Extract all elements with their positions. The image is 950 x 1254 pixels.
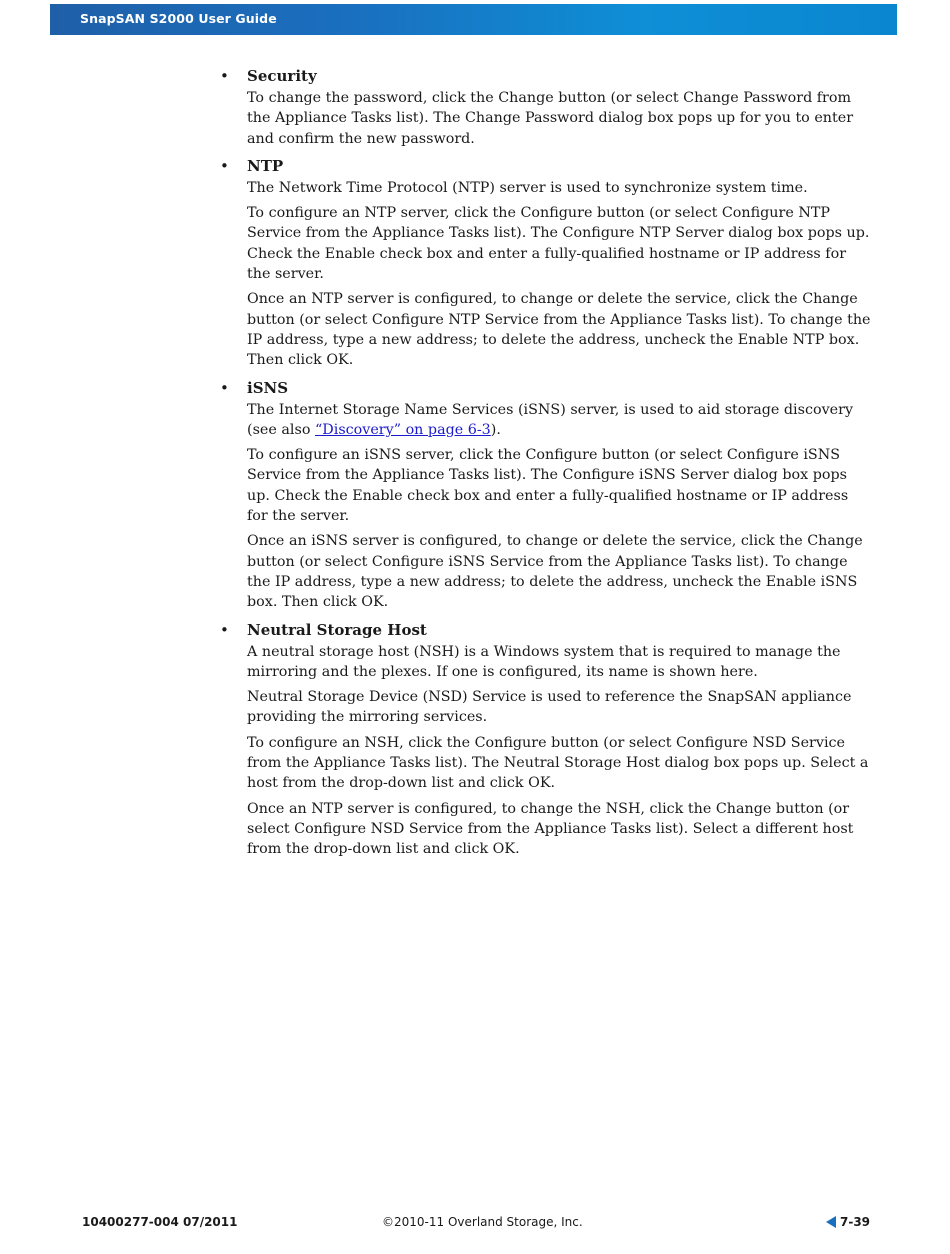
section-title: NTP (247, 156, 284, 175)
paragraph-text: ). (490, 421, 501, 438)
paragraph: Once an NTP server is configured, to change or delete the service, click the Change button (or select Configure NTP Service from the Appliance Tasks list). To change the IP address, type a new address; to delete the address, uncheck the Enable NTP box. Then click OK. (247, 291, 871, 369)
paragraph: Once an NTP server is configured, to change the NSH, click the Change button (or select Configure NSD Service from the Appliance Tasks list). Select a different host from the drop-down list and click OK. (247, 800, 854, 858)
section-title: Neutral Storage Host (247, 620, 427, 639)
paragraph: A neutral storage host (NSH) is a Windows system that is required to manage the mirroring and the plexes. If one is configured, its name is shown here. (247, 643, 841, 680)
header-band (50, 4, 897, 35)
bullet-icon: • (220, 620, 229, 639)
paragraph: To configure an NTP server, click the Configure button (or select Configure NTP Service from the Appliance Tasks list). The Configure NTP Server dialog box pops up. Check the Enable check box and enter a fully-qualified hostname or IP address for the server. (247, 205, 870, 283)
paragraph: To change the password, click the Change button (or select Change Password from the Appliance Tasks list). The Change Password dialog box pops up for you to enter and confirm the new password. (247, 90, 854, 147)
paragraph: To configure an iSNS server, click the Configure button (or select Configure iSNS Service from the Appliance Tasks list). The Configure iSNS Server dialog box pops up. Check the Enable check box and enter a fully-qualified hostname or IP address for the server. (247, 447, 849, 525)
paragraph: Neutral Storage Device (NSD) Service is used to reference the SnapSAN appliance providing the mirroring services. (247, 689, 852, 726)
section-ntp (220, 154, 870, 371)
section-neutral-storage-host (220, 618, 870, 860)
bullet-row (220, 64, 870, 88)
copyright: ©2010-11 Overland Storage, Inc. (382, 1215, 583, 1229)
paragraph-text: The Internet Storage Name Services (iSNS) server, is used to aid storage discovery (see also (247, 401, 854, 438)
document-title: SnapSAN S2000 User Guide (80, 11, 277, 26)
page-footer (0, 1215, 950, 1231)
discovery-link[interactable]: “Discovery” on page 6-3 (314, 421, 491, 438)
page-number: 7-39 (840, 1215, 871, 1229)
main-content (220, 64, 870, 865)
paragraph: The Network Time Protocol (NTP) server is used to synchronize system time. (247, 179, 808, 196)
paragraph: Once an iSNS server is configured, to change or delete the service, click the Change button (or select Configure iSNS Service from the Appliance Tasks list). To change the IP address, type a new address; to delete the address, uncheck the Enable iSNS box. Then click OK. (247, 533, 863, 611)
prev-page-arrow-icon[interactable] (826, 1216, 836, 1228)
document-id: 10400277-004 07/2011 (82, 1215, 238, 1229)
bullet-row (220, 618, 870, 642)
section-title: iSNS (247, 378, 289, 397)
bullet-row (220, 154, 870, 178)
bullet-icon: • (220, 67, 229, 85)
page-number-nav[interactable] (826, 1215, 870, 1229)
section-title: Security (247, 67, 317, 85)
bullet-icon: • (220, 378, 229, 397)
bullet-icon: • (220, 156, 229, 175)
section-isns (220, 376, 870, 613)
section-security (220, 64, 870, 149)
paragraph: To configure an NSH, click the Configure button (or select Configure NSD Service from the Appliance Tasks list). The Neutral Storage Host dialog box pops up. Select a host from the drop-down list and click OK. (247, 734, 869, 792)
paragraph (247, 400, 872, 441)
bullet-row (220, 376, 870, 400)
